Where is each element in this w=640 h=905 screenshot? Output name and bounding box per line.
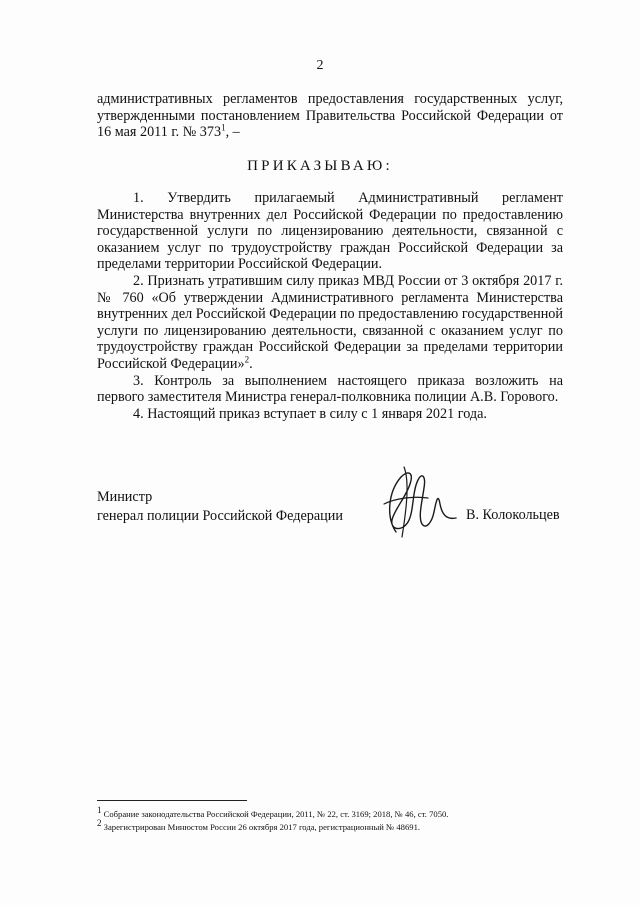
signatory-title-line1: Министр [97, 489, 153, 505]
order-items [97, 190, 563, 422]
order-item-2 [97, 273, 563, 373]
footnote-divider [97, 800, 247, 801]
footnote-1 [97, 805, 567, 821]
footnote-2-text: Зарегистрирован Минюстом России 26 октября 2017 года, регистрационный № 48691. [101, 821, 421, 832]
page-number: 2 [316, 58, 324, 73]
footnote-1-mark: 1 [97, 805, 102, 816]
order-item-2-text: 2. Признать утратившим силу приказ МВД России от 3 октября 2017 г. № 760 «Об утверждении Административного регламента Министерства внутренних дел Российской Федерации по предоставлению государственной услуги по лицензированию деятельности, связанной с оказанием услуг по трудоустройству граждан Российской Федерации за пределами территории Российской Федерации» [97, 272, 563, 372]
order-item-2-tail: . [249, 355, 253, 372]
order-item-3 [97, 373, 563, 406]
intro-text: административных регламентов предоставления государственных услуг, утвержденными постановлением Правительства Российской Федерации от 16 мая 2011 г. № 373 [97, 91, 563, 141]
signatory-title-line2: генерал полиции Российской Федерации [97, 508, 343, 524]
signatory-title [97, 488, 343, 526]
footnote-ref-1: 1 [221, 122, 226, 133]
order-item-3-text: 3. Контроль за выполнением настоящего приказа возложить на первого заместителя Министра генерал-полковника полиции А.В. Горового. [97, 372, 563, 406]
footnote-ref-2: 2 [244, 354, 250, 365]
order-item-1 [97, 190, 563, 273]
footnote-2-mark: 2 [97, 817, 102, 828]
footnote-1-text: Собрание законодательства Российской Федерации, 2011, № 22, ст. 3169; 2018, № 46, ст. 7050. [101, 809, 449, 819]
order-item-4-text: 4. Настоящий приказ вступает в силу с 1 января 2021 года. [133, 405, 487, 422]
handwritten-signature [366, 462, 466, 542]
order-item-1-text: 1. Утвердить прилагаемый Административный регламент Министерства внутренних дел Российской Федерации по предоставлению государственной услуги по лицензированию деятельности, связанной с оказанием услуг по трудоустройству граждан Российской Федерации за пределами территории Российской Федерации. [97, 190, 563, 273]
order-heading: ПРИКАЗЫВАЮ: [247, 158, 393, 174]
intro-paragraph [97, 91, 563, 141]
footnote-2 [97, 817, 567, 834]
footnotes [97, 805, 567, 833]
intro-tail: , – [225, 124, 240, 141]
signatory-name: В. Колокольцев [466, 507, 560, 523]
order-item-4 [97, 406, 563, 423]
